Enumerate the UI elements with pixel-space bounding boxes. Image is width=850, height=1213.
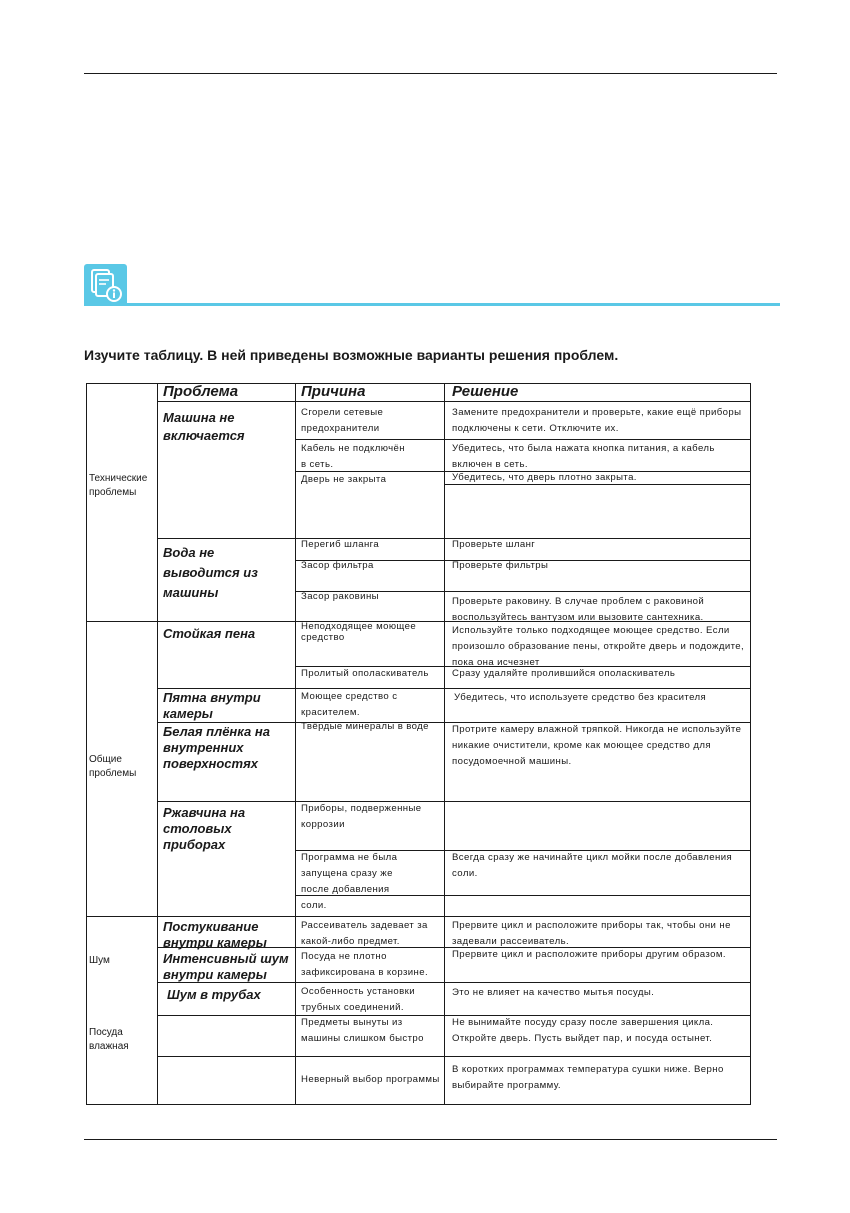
table-divider	[295, 383, 296, 1105]
problem-no-power: Машина не включается	[163, 410, 245, 443]
cause-cell: Сгорели сетевые предохранители	[301, 407, 384, 434]
solution-cell: Проверьте фильтры	[452, 560, 549, 571]
solution-cell: Убедитесь, что была нажата кнопка питания, а кабель включен в сеть.	[452, 443, 715, 470]
cause-cell: Перегиб шланга	[301, 539, 380, 550]
solution-cell: Прервите цикл и расположите приборы другим образом.	[452, 949, 726, 960]
cause-cell: Пролитый ополаскиватель	[301, 668, 429, 679]
category-noise: Шум	[89, 955, 110, 966]
cause-cell: Дверь не закрыта	[301, 474, 387, 485]
cause-cell: Твёрдые минералы в воде	[301, 721, 429, 732]
cause-cell: Предметы вынуты из машины слишком быстро	[301, 1017, 424, 1044]
table-border-right	[750, 383, 751, 1105]
solution-cell: Не вынимайте посуду сразу после завершения цикла. Откройте дверь. Пусть выйдет пар, и посуда остынет.	[452, 1017, 714, 1044]
solution-cell: Сразу удаляйте пролившийся ополаскиватель	[452, 668, 676, 679]
bottom-rule	[84, 1139, 777, 1140]
cause-cell: Приборы, подверженные коррозии	[301, 803, 422, 830]
problem-loud: Интенсивный шум внутри камеры	[163, 951, 289, 982]
table-border-bottom	[86, 1104, 751, 1105]
category-general: Общие проблемы	[89, 754, 137, 779]
cause-cell: Рассеиватель задевает за какой-либо предмет.	[301, 920, 428, 947]
category-wet: Посуда влажная	[89, 1027, 129, 1052]
header-divider	[157, 401, 751, 402]
solution-cell: Убедитесь, что дверь плотно закрыта.	[452, 472, 637, 483]
cause-cell: Особенность установки трубных соединений.	[301, 986, 416, 1013]
row-divider	[157, 801, 751, 802]
header-cause: Причина	[301, 383, 366, 400]
problem-no-drain: Вода не выводится из машины	[163, 545, 258, 600]
solution-cell: Проверьте шланг	[452, 539, 536, 550]
problem-stains: Пятна внутри камеры	[163, 690, 261, 721]
category-technical: Технические проблемы	[89, 473, 148, 498]
solution-cell: Замените предохранители и проверьте, какие ещё приборы подключены к сети. Отключите их.	[452, 407, 742, 434]
cause-cell: Моющее средство с красителем.	[301, 691, 398, 718]
solution-cell: Прервите цикл и расположите приборы так, чтобы они не задевали рассеиватель.	[452, 920, 731, 947]
table-divider	[157, 383, 158, 1105]
group-divider	[86, 916, 751, 917]
problem-foam: Стойкая пена	[163, 626, 256, 641]
document-info-icon	[84, 264, 127, 306]
solution-cell: В коротких программах температура сушки ниже. Верно выбирайте программу.	[452, 1064, 724, 1091]
solution-cell: Используйте только подходящее моющее средство. Если произошло образование пены, откройте дверь и подождите, пока она исчезнет	[452, 625, 745, 668]
problem-knock: Постукивание внутри камеры	[163, 919, 267, 950]
solution-cell: Всегда сразу же начинайте цикл мойки после добавления соли.	[452, 852, 733, 879]
cause-cell: Программа не была запущена сразу же после добавления соли.	[301, 852, 398, 911]
cause-cell: Засор раковины	[301, 591, 379, 602]
solution-cell: Убедитесь, что используете средство без красителя	[454, 692, 707, 703]
problem-rust: Ржавчина на столовых приборах	[163, 805, 246, 852]
table-intro: Изучите таблицу. В ней приведены возможные варианты решения проблем.	[84, 347, 619, 363]
solution-cell: Проверьте раковину. В случае проблем с раковиной воспользуйтесь вантузом или вызовите сантехника.	[452, 596, 705, 623]
row-divider	[295, 439, 751, 440]
top-rule	[84, 73, 777, 74]
cause-cell: Неподходящее моющее средство	[301, 621, 417, 643]
table-divider	[444, 383, 445, 1105]
cause-cell: Кабель не подключён в сеть.	[301, 443, 405, 470]
table-border-left	[86, 383, 87, 1105]
problem-pipes: Шум в трубах	[167, 987, 261, 1002]
cause-cell: Засор фильтра	[301, 560, 374, 571]
solution-cell: Протрите камеру влажной тряпкой. Никогда не используйте никакие очистители, кроме как моющее средство для посудомоечной машины.	[452, 724, 742, 767]
problem-film: Белая плёнка на внутренних поверхностях	[163, 724, 270, 771]
row-divider	[157, 688, 751, 689]
header-solution: Решение	[452, 383, 519, 400]
row-divider	[157, 1056, 751, 1057]
troubleshooting-table	[86, 383, 751, 1105]
section-accent-rule	[84, 303, 780, 306]
cause-cell: Неверный выбор программы	[301, 1074, 440, 1085]
header-problem: Проблема	[163, 383, 239, 400]
solution-cell: Это не влияет на качество мытья посуды.	[452, 987, 655, 998]
cause-cell: Посуда не плотно зафиксирована в корзине.	[301, 951, 429, 978]
